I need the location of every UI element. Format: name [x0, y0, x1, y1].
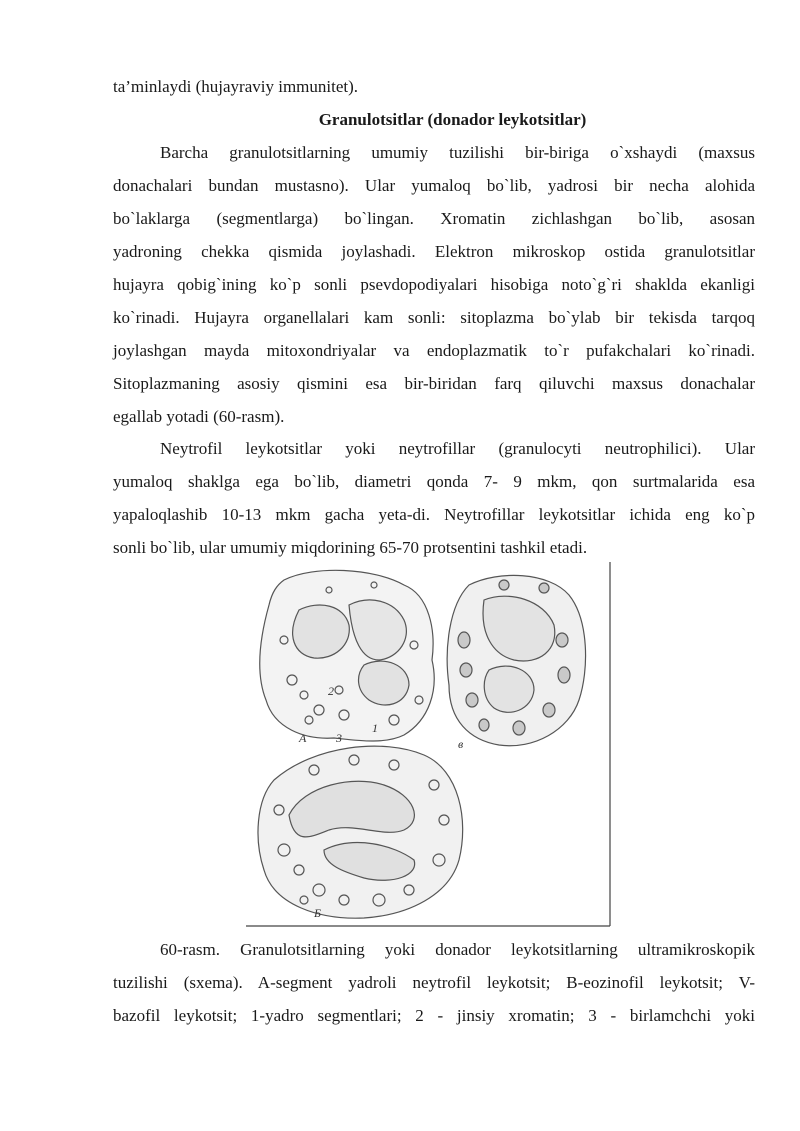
para2-line-1: Neytrofil leykotsitlar yoki neytrofillar (granulocyti neutrophilici). Ular — [160, 439, 755, 458]
top-line: ta’minlaydi (hujayraviy immunitet). — [113, 77, 359, 96]
para1-line-4: yadroning chekka qismida joylashadi. Elektron mikroskop ostida granulotsitlar — [113, 242, 755, 261]
caption-line-2: tuzilishi (sxema). A-segment yadroli neytrofil leykotsit; B-eozinofil leykotsit; V- — [113, 973, 755, 992]
para2-line-4: sonli bo`lib, ular umumiy miqdorining 65-70 protsentini tashkil etadi. — [113, 538, 588, 557]
para1-line-8: Sitoplazmaning asosiy qismini esa bir-biridan farq qiluvchi maxsus donachalar — [113, 374, 755, 393]
para1-line-1: Barcha granulotsitlarning umumiy tuzilishi bir-biriga o`xshaydi (maxsus — [160, 143, 755, 162]
para1-line-5: hujayra qobig`ining ko`p sonli psevdopodiyalari hisobiga noto`g`ri shaklda ekanligi — [113, 275, 755, 294]
para2-line-3: yapaloqlashib 10-13 mkm gacha yeta-di. Neytrofillar leykotsitlar ichida eng ko`p — [113, 505, 755, 524]
para1-line-7: joylashgan mayda mitoxondriyalar va endoplazmatik to`r pufakchalari ko`rinadi. — [113, 341, 755, 360]
para1-line-2: donachalari bundan mustasno). Ular yumaloq bo`lib, yadrosi bir necha alohida — [113, 176, 755, 195]
para1-line-3: bo`laklarga (segmentlarga) bo`lingan. Xromatin zichlashgan bo`lib, asosan — [113, 209, 755, 228]
label-a: A — [299, 731, 307, 745]
label-3: 3 — [336, 731, 342, 745]
para1-line-9: egallab yotadi (60-rasm). — [113, 407, 285, 426]
label-v: в — [458, 737, 464, 751]
section-heading: Granulotsitlar (donador leykotsitlar) — [318, 110, 587, 129]
cell-a — [260, 570, 434, 741]
granulocyte-illustration — [244, 560, 614, 930]
para1-line-6: ko`rinadi. Hujayra organellalari kam sonli: sitoplazma bo`ylab bir tekisda tarqoq — [113, 308, 755, 327]
label-2: 2 — [328, 684, 334, 698]
cell-b — [258, 746, 463, 918]
caption-line-1: 60-rasm. Granulotsitlarning yoki donador leykotsitlarning ultramikroskopik — [160, 940, 755, 959]
figure-60 — [244, 560, 614, 930]
caption-line-3: bazofil leykotsit; 1-yadro segmentlari; 2 - jinsiy xromatin; 3 - birlamchchi yoki — [113, 1006, 755, 1025]
label-1: 1 — [372, 721, 378, 735]
para2-line-2: yumaloq shaklga ega bo`lib, diametri qonda 7- 9 mkm, qon surtmalarida esa — [113, 472, 755, 491]
cell-v — [447, 575, 585, 745]
label-b: Б — [314, 906, 322, 920]
